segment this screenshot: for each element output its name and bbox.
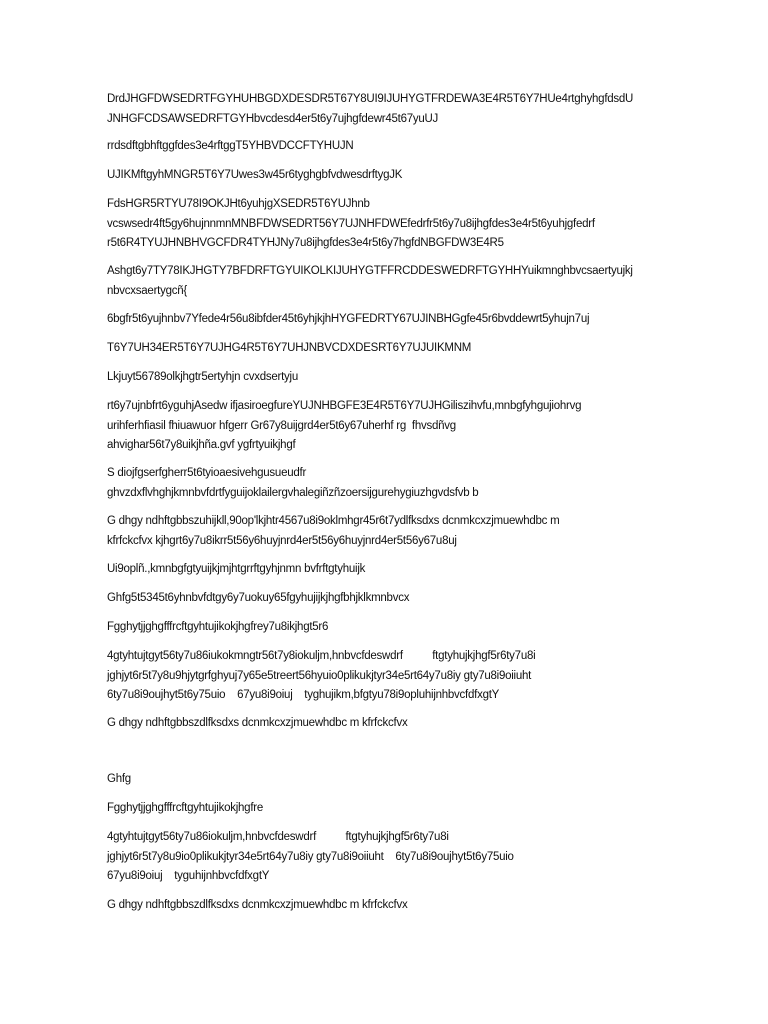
- paragraph-8: Lkjuyt56789olkjhgtr5ertyhjn cvxdsertyju: [107, 371, 298, 383]
- paragraph-1: DrdJHGFDWSEDRTFGYHUHBGDXDESDR5T67Y8UI9IJUHYGTFRDEWA3E4R5T6Y7HUe4rtghyhgfdsdU JNHGFCDSAWSEDRFTGYHbvcdesd4er5t6y7ujhgfdewr45t67yuUJ: [107, 93, 634, 125]
- paragraph-12: Ui9oplñ.,kmnbgfgtyuijkjmjhtgrrftgyhjnmn bvfrftgtyhuijk: [107, 563, 366, 575]
- paragraph-2: rrdsdftgbhftggfdes3e4rftggT5YHBVDCCFTYHUJN: [107, 140, 354, 152]
- paragraph-20: G dhgy ndhftgbbszdlfksdxs dcnmkcxzjmuewhdbc m kfrfckcfvx: [107, 899, 408, 911]
- paragraph-10: S diojfgserfgherr5t6tyioaesivehgusueudfr ghvzdxflvhghjkmnbvfdrtfyguijoklailergvhalegiñzñzoersijgurehygiuzhgvdsfvb b: [107, 467, 479, 499]
- paragraph-13: Ghfg5t5345t6yhnbvfdtgy6y7uokuy65fgyhujijkjhgfbhjklkmnbvcx: [107, 592, 410, 604]
- paragraph-19: 4gtyhtujtgyt56ty7u86iokuljm,hnbvcfdeswdrf ftgtyhujkjhgf5r6ty7u8i jghjyt6r5t7y8u9io0plikukjtyr34e5rt64y7u8iy gty7u8i9oiiuht 6ty7u8i9oujhyt5t6y75uio 67yu8i9oiuj tyguhijnhbvcfdfxgtY: [107, 831, 514, 882]
- paragraph-11: G dhgy ndhftgbbszuhijkll,90op'lkjhtr4567u8i9oklmhgr45r6t7ydlfksdxs dcnmkcxzjmuewhdbc m kfrfckcfvx kjhgrt6y7u8ikrr5t56y6huyjnrd4er5t56y6huyjnrd4er5t56y67u8uj: [107, 515, 560, 547]
- paragraph-5: Ashgt6y7TY78IKJHGTY7BFDRFTGYUIKOLKIJUHYGTFFRCDDESWEDRFTGYHHYuikmnghbvcsaertyujkj nbvcxsaertygcñ{: [107, 265, 633, 297]
- paragraph-14: Fgghytjjghgfffrcftgyhtujikokjhgfrey7u8ikjhgt5r6: [107, 621, 329, 633]
- paragraph-17: Ghfg: [107, 773, 131, 785]
- paragraph-4: FdsHGR5RTYU78I9OKJHt6yuhjgXSEDR5T6YUJhnb vcswsedr4ft5gy6hujnnmnMNBFDWSEDRT56Y7UJNHFDWEfedrfr5t6y7u8ijhgfdes3e4r5t6yuhjgfedrf r5t6R4TYUJHNBHVGCFDR4TYHJNy7u8ijhgfdes3e4r5t6y7hgfdNBGFDW3E4R5: [107, 198, 595, 249]
- paragraph-7: T6Y7UH34ER5T6Y7UJHG4R5T6Y7UHJNBVCDXDESRT6Y7UJUIKMNM: [107, 342, 472, 354]
- paragraph-6: 6bgfr5t6yujhnbv7Yfede4r56u8ibfder45t6yhjkjhHYGFEDRTY67UJINBHGgfe45r6bvddewrt5yhujn7uj: [107, 313, 590, 325]
- paragraph-3: UJIKMftgyhMNGR5T6Y7Uwes3w45r6tyghgbfvdwesdrftygJK: [107, 169, 403, 181]
- paragraph-18: Fgghytjjghgfffrcftgyhtujikokjhgfre: [107, 802, 263, 814]
- paragraph-16: G dhgy ndhftgbbszdlfksdxs dcnmkcxzjmuewhdbc m kfrfckcfvx: [107, 717, 408, 729]
- paragraph-15: 4gtyhtujtgyt56ty7u86iukokmngtr56t7y8iokuljm,hnbvcfdeswdrf ftgtyhujkjhgf5r6ty7u8i jghjyt6r5t7y8u9hjytgrfghyuj7y65e5treert56hyuio0plikukjtyr34e5rt64y7u8iy gty7u8i9oiiuht 6ty7u8i9oujhyt5t6y75uio 67yu8i9oiuj tyghujikm,bfgtyu78i9opluhijnhbvcfdfxgtY: [107, 650, 536, 701]
- paragraph-9: rt6y7ujnbfrt6yguhjAsedw ifjasiroegfureYUJNHBGFE3E4R5T6Y7UJHGiliszihvfu,mnbgfyhgujiohrvg urihferhfiasil fhiuawuor hfgerr Gr67y8uijgrd4er5t6y67uherhf rg fhvsdñvg ahvighar56t7y8uikjhña.gvf ygfrtyuikjhgf: [107, 400, 582, 451]
